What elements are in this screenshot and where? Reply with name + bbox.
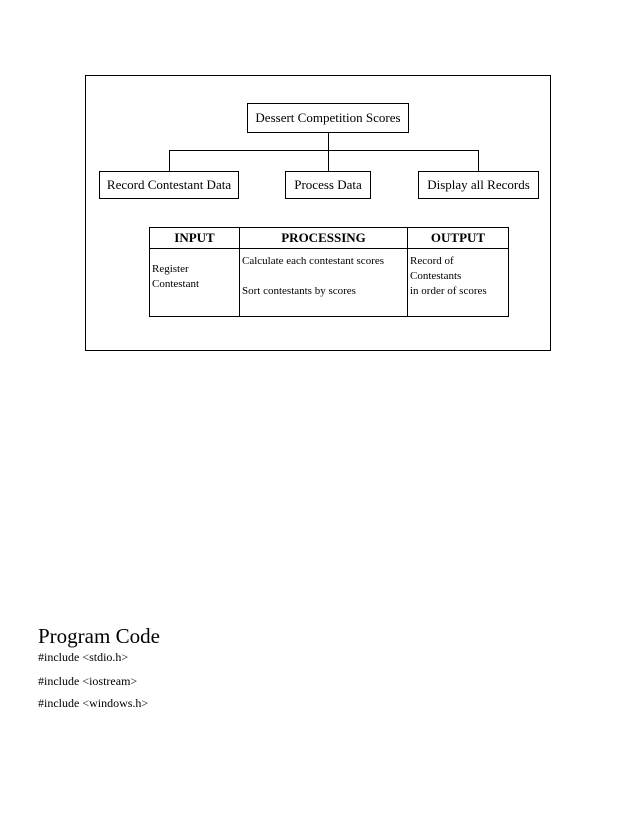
ipo-input-line: Contestant [152, 278, 200, 290]
ipo-output-line: Contestants [410, 270, 462, 282]
code-line: #include <windows.h> [38, 696, 149, 710]
child-node-process-label: Process Data [294, 177, 362, 192]
ipo-header-processing: PROCESSING [240, 228, 408, 249]
ipo-output-line: Record of [410, 255, 454, 267]
child-node-display [418, 171, 539, 199]
ipo-output-cell [408, 249, 509, 317]
ipo-table [149, 227, 509, 317]
child-node-process [285, 171, 371, 199]
child-node-record-label: Record Contestant Data [106, 177, 232, 192]
code-line: #include <stdio.h> [38, 650, 129, 664]
root-node-label: Dessert Competition Scores [255, 110, 401, 125]
ipo-header-output: OUTPUT [408, 228, 509, 249]
child-node-record [99, 171, 239, 199]
connector-right-down [478, 150, 479, 171]
ipo-processing-cell [240, 249, 408, 317]
connector-middle-down [328, 150, 329, 171]
ipo-processing-line: Sort contestants by scores [242, 285, 356, 297]
child-node-display-label: Display all Records [427, 177, 530, 192]
connector-root-down [328, 133, 329, 150]
ipo-body-row [150, 249, 509, 317]
connector-horizontal [169, 150, 479, 151]
connector-left-down [169, 150, 170, 171]
ipo-processing-line: Calculate each contestant scores [242, 255, 385, 267]
ipo-input-cell [150, 249, 240, 317]
program-code-heading: Program Code [38, 624, 160, 648]
ipo-header-row [150, 228, 509, 249]
ipo-output-line: in order of scores [410, 285, 487, 297]
ipo-input-line: Register [152, 263, 189, 275]
ipo-header-input: INPUT [150, 228, 240, 249]
root-node [247, 103, 409, 133]
code-line: #include <iostream> [38, 674, 138, 688]
